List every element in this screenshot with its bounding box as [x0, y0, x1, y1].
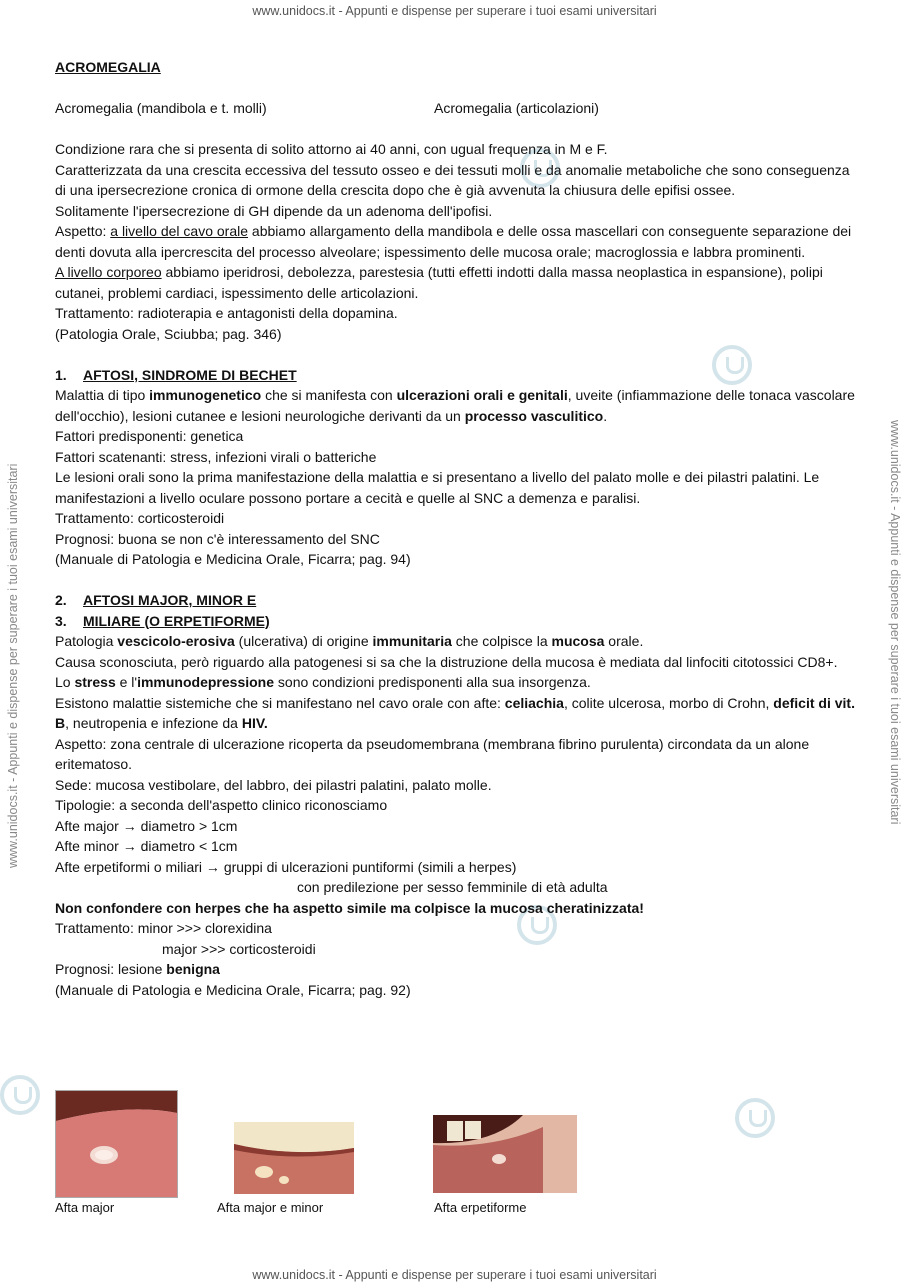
- reference: (Manuale di Patologia e Medicina Orale, Ficarra; pag. 92): [55, 981, 411, 998]
- caption-afta-erpetiforme: Afta erpetiforme: [434, 1200, 527, 1215]
- paragraph: Malattia di tipo immunogenetico che si manifesta con ulcerazioni orali e genitali, uveite (infiammazione delle tonaca vascolare dell'occhio), lesioni cutanee e lesioni neurologiche derivanti da un processo vasculitico.: [55, 387, 855, 424]
- caption-afta-major-minor: Afta major e minor: [217, 1200, 324, 1215]
- paragraph: Solitamente l'ipersecrezione di GH dipende da un adenoma dell'ipofisi.: [55, 202, 493, 219]
- paragraph: Sede: mucosa vestibolare, del labbro, dei pilastri palatini, palato molle.: [55, 776, 492, 793]
- paragraph: Caratterizzata da una crescita eccessiva del tessuto osseo e dei tessuti molli e da anomalie metaboliche che sono conseguenza di una ipersecrezione cronica di ormone della crescita dopo che è già avvenuta la chiusura delle epifisi ossee.: [55, 161, 850, 198]
- caption-afta-major: Afta major: [55, 1200, 115, 1215]
- section-title-acromegalia: ACROMEGALIA: [55, 59, 161, 75]
- paragraph: Condizione rara che si presenta di solito attorno ai 40 anni, con ugual frequenza in M e F.: [55, 141, 608, 157]
- watermark-logo-icon: [735, 1098, 775, 1138]
- section-title-aftosi-major: 2. AFTOSI MAJOR, MINOR E: [55, 592, 257, 608]
- paragraph: Trattamento: minor >>> clorexidina: [55, 920, 272, 936]
- watermark-side-left: www.unidocs.it - Appunti e dispense per superare i tuoi esami universitari: [6, 463, 20, 868]
- paragraph: Prognosi: buona se non c'è interessamento del SNC: [55, 530, 380, 547]
- paragraph: Patologia vescicolo-erosiva (ulcerativa) di origine immunitaria che colpisce la mucosa orale.: [55, 633, 644, 649]
- paragraph: Trattamento: radioterapia e antagonisti della dopamina.: [55, 305, 398, 321]
- subheading-left: Acromegalia (mandibola e t. molli): [55, 100, 267, 116]
- paragraph: Trattamento: corticosteroidi: [55, 510, 225, 526]
- watermark-banner-top: www.unidocs.it - Appunti e dispense per superare i tuoi esami universitari: [252, 4, 657, 18]
- photo-afta-major: [55, 1090, 178, 1198]
- paragraph: Fattori predisponenti: genetica: [55, 428, 244, 444]
- section-title-miliare: 3. MILIARE (O ERPETIFORME): [55, 612, 270, 629]
- warning-text: Non confondere con herpes che ha aspetto simile ma colpisce la mucosa cheratinizzata!: [55, 899, 644, 916]
- section-title-aftosi: 1. AFTOSI, SINDROME DI BECHET: [55, 366, 297, 383]
- photo-afta-major-minor: [234, 1122, 354, 1194]
- paragraph: Tipologie: a seconda dell'aspetto clinico riconosciamo: [55, 797, 388, 813]
- paragraph: Fattori scatenanti: stress, infezioni virali o batteriche: [55, 448, 377, 465]
- photo-afta-erpetiforme: [433, 1115, 577, 1193]
- watermark-banner-bottom: www.unidocs.it - Appunti e dispense per superare i tuoi esami universitari: [252, 1268, 657, 1282]
- paragraph: Prognosi: lesione benigna: [55, 961, 220, 977]
- paragraph: Causa sconosciuta, però riguardo alla patogenesi si sa che la distruzione della mucosa è mediata dal linfociti citotossici CD8+.: [55, 653, 838, 670]
- paragraph: Esistono malattie sistemiche che si manifestano nel cavo orale con afte: celiachia, colite ulcerosa, morbo di Crohn, deficit di vit. B, neutropenia e infezione da HIV.: [55, 694, 855, 731]
- document-body: [55, 57, 855, 1000]
- watermark-side-right: www.unidocs.it - Appunti e dispense per superare i tuoi esami universitari: [888, 420, 902, 825]
- paragraph: Afte minor → diametro < 1cm: [55, 838, 238, 854]
- paragraph: con predilezione per sesso femminile di età adulta: [297, 879, 608, 895]
- watermark-logo-icon: [0, 1075, 40, 1115]
- paragraph: Le lesioni orali sono la prima manifestazione della malattia e si presentano a livello del palato molle e dei pilastri palatini. Le manifestazioni a livello oculare possono portare a cecità e quelle al SNC a demenza e paralisi.: [55, 469, 820, 506]
- subheading-right: Acromegalia (articolazioni): [434, 100, 599, 116]
- reference: (Patologia Orale, Sciubba; pag. 346): [55, 325, 282, 342]
- acromegalia-subheadings: [55, 98, 855, 119]
- paragraph: Aspetto: zona centrale di ulcerazione ricoperta da pseudomembrana (membrana fibrino purulenta) circondata da un alone eritematoso.: [55, 735, 810, 772]
- paragraph: Afte major → diametro > 1cm: [55, 817, 238, 834]
- paragraph: Lo stress e l'immunodepressione sono condizioni predisponenti alla sua insorgenza.: [55, 674, 591, 690]
- paragraph: major >>> corticosteroidi: [162, 940, 316, 957]
- paragraph: Afte erpetiformi o miliari → gruppi di ulcerazioni puntiformi (simili a herpes): [55, 858, 517, 875]
- reference: (Manuale di Patologia e Medicina Orale, Ficarra; pag. 94): [55, 551, 411, 567]
- paragraph-aspetto: Aspetto: a livello del cavo orale abbiamo allargamento della mandibola e delle ossa mascellari con conseguente separazione dei denti dovuta alla ipercrescita del processo alveolare; ispessimento delle mucosa orale; macroglossia e labbra prominenti.: [55, 223, 852, 260]
- paragraph-corporeo: A livello corporeo abbiamo iperidrosi, debolezza, parestesia (tutti effetti indotti dalla massa neoplastica in espansione), polipi cutanei, problemi cardiaci, ispessimento delle articolazioni.: [55, 264, 823, 301]
